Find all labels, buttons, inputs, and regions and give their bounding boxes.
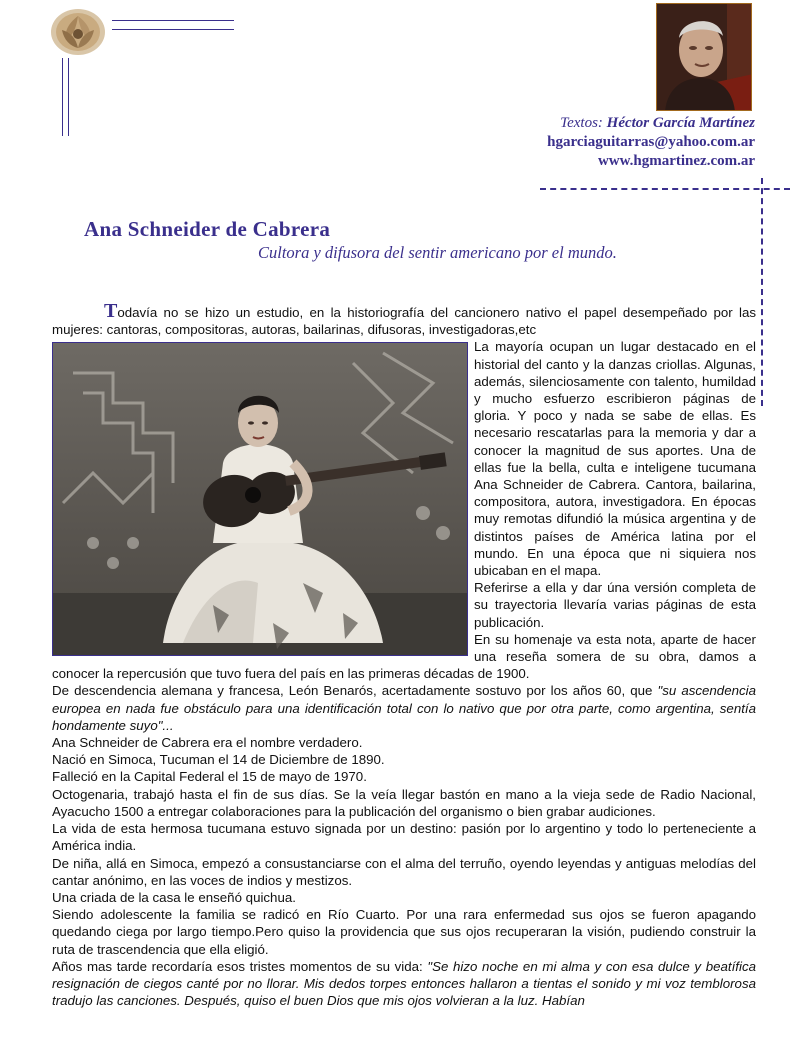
author-credit-line: [547, 114, 755, 133]
author-name: Héctor García Martínez: [606, 115, 755, 131]
paragraph-homenaje: En su homenaje va esta nota, aparte de hacer una reseña somera de su obra, damos a conocer la repercusión que tuvo fuera del país en las primeras décadas de 1900.: [52, 631, 756, 682]
article-subtitle: Cultora y difusora del sentir americano por el mundo.: [258, 243, 617, 262]
paragraph-criada: Una criada de la casa le enseñó quichua.: [52, 889, 296, 905]
decorative-double-rule-vertical: [62, 58, 69, 136]
author-photo: [656, 3, 752, 111]
descendencia-text: De descendencia alemana y francesa, León Benarós, acertadamente sostuvo por los años 60, que: [52, 683, 658, 699]
paragraph-octogenaria: Octogenaria, trabajó hasta el fin de sus días. Se la veía llegar bastón en mano a la vieja sede de Radio Nacional, Ayacucho 1500 a entregar colaboraciones para la publicación del organismo o bien grabar audiciones.: [52, 786, 756, 819]
dashed-rule-vertical: [761, 178, 763, 406]
paragraph-nacimiento: Nació en Simoca, Tucuman el 14 de Diciembre de 1890.: [52, 752, 385, 768]
author-credits: [547, 114, 755, 171]
intro-drop-cap: T: [104, 300, 118, 322]
ana-quote: "Se hizo noche en mi alma y con esa dulce y beatífica resignación de ciegos canté por no llorar. Mis dedos torpes entonces hallaron a tientas el sonido y mi voz temblorosa tradujo las canciones. Después, quiso el buen Dios que mis ojos volvieran a la luz. Habían: [52, 958, 756, 1009]
intro-paragraph: [52, 300, 756, 338]
paragraph-descendencia: [52, 682, 756, 734]
decorative-double-rule-horizontal: [112, 20, 234, 30]
article-title: Ana Schneider de Cabrera: [84, 217, 331, 241]
author-website[interactable]: www.hgmartinez.com.ar: [597, 153, 755, 169]
anos-text: Años mas tarde recordaría esos tristes momentos de su vida:: [52, 958, 428, 974]
paragraph-nina: De niña, allá en Simoca, empezó a consustanciarse con el alma del terruño, oyendo leyendas y antiguas melodías del cantar anónimo, en las voces de indios y mestizos.: [52, 855, 756, 888]
dashed-rule-horizontal: [540, 188, 790, 190]
author-email[interactable]: hgarciaguitarras@yahoo.com.ar: [547, 134, 755, 150]
paragraph-referirse: Referirse a ella y dar úna versión completa de su trayectoria llevaría varias páginas de esta publicación.: [474, 580, 756, 630]
intro-text: odavía no se hizo un estudio, en la historiografía del cancionero nativo el papel desempeñado por las mujeres: cantoras, compositoras, autoras, bailarinas, difusoras, investigadoras,etc: [52, 305, 756, 338]
credit-label: Textos:: [560, 115, 603, 131]
article-body: [52, 300, 756, 1009]
paragraph-nombre: Ana Schneider de Cabrera era el nombre verdadero.: [52, 735, 363, 751]
ana-schneider-photo: [52, 342, 468, 656]
flower-ornament-icon: [50, 8, 106, 56]
paragraph-anos: [52, 958, 756, 1010]
paragraph-mayoria: La mayoría ocupan un lugar destacado en el historial del canto y la danzas criollas. Algunas, además, silenciosamente con talento, humildad y mucho esfuerzo escribieron páginas de gloria. Y poco y nada se sabe de ellas. Es necesario rescatarlas para la memoria y dar a conocer la magnitud de sus aportes. Una de ellas fue la bella, culta e inteligene tucumana Ana Schneider de Cabrera. Cantora, bailarina, compositora, autora, investigadora. En épocas muy remotas difundió la música argentina y de distintos países de América latina por el mundo. En una época que ni siquiera nos ubicaban en el mapa.: [474, 339, 756, 579]
benaros-quote: "su ascendencia europea en nada fue obstáculo para una identificación total con lo nativo que por otra parte, como argentina, sentía hondamente suyo"...: [52, 683, 756, 733]
paragraph-fallecimiento: Falleció en la Capital Federal el 15 de mayo de 1970.: [52, 769, 367, 785]
paragraph-adolescente: Siendo adolescente la familia se radicó en Río Cuarto. Por una rara enfermedad sus ojos se fueron apagando quedando ciega por largo tiempo.Pero quiso la providencia que sus ojos recuperaran la visión, pudiendo construir la ruta de trascendencia que ella eligió.: [52, 907, 756, 957]
paragraph-vida: La vida de esta hermosa tucumana estuvo signada por un destino: pasión por lo argentino y todo lo perteneciente a América india.: [52, 821, 756, 854]
